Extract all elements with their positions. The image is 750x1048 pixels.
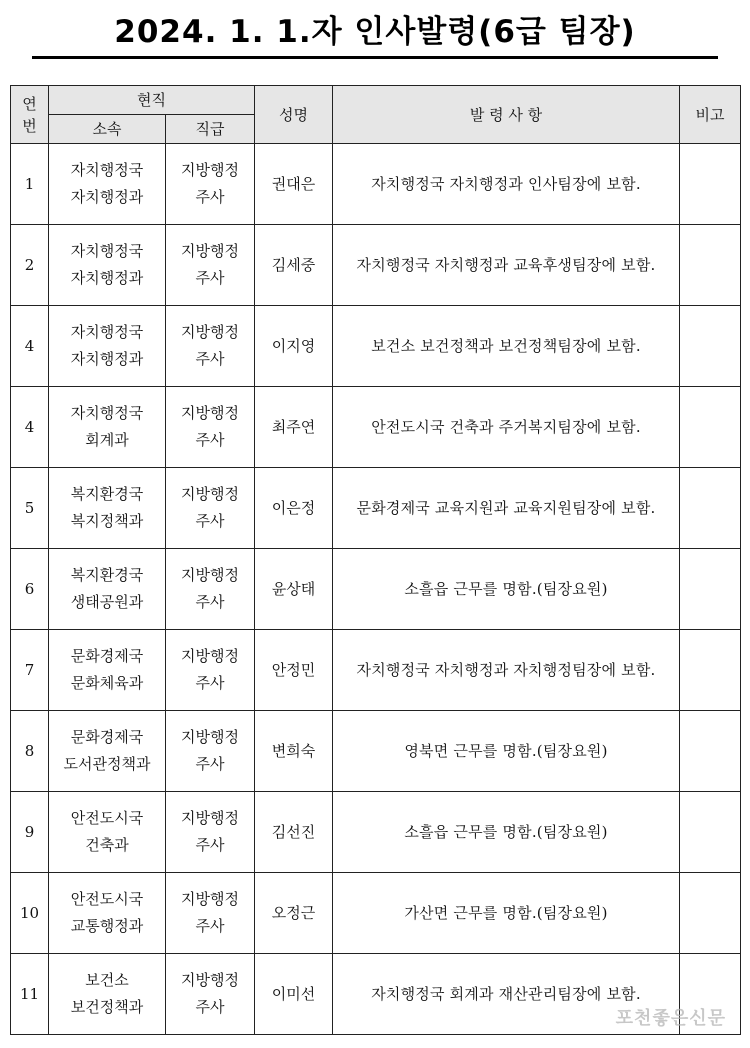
row-rank-series: 지방행정 xyxy=(181,728,239,746)
row-no: 4 xyxy=(11,387,49,468)
row-dept-bureau: 자치행정국 xyxy=(70,404,144,422)
row-rank-grade: 주사 xyxy=(195,998,225,1016)
table-row xyxy=(11,711,741,792)
row-dept-division: 도서관정책과 xyxy=(63,755,151,773)
row-rank-grade: 주사 xyxy=(195,836,225,854)
row-no: 1 xyxy=(11,144,49,225)
header-no-label: 연번 xyxy=(22,94,37,135)
row-no: 10 xyxy=(11,873,49,954)
row-dept-division: 교통행정과 xyxy=(70,917,144,935)
table-row xyxy=(11,306,741,387)
row-dept-division: 문화체육과 xyxy=(70,674,144,692)
row-rank xyxy=(166,711,255,792)
row-rank-grade: 주사 xyxy=(195,350,225,368)
row-order: 가산면 근무를 명함.(팀장요원) xyxy=(333,873,680,954)
row-dept-division: 건축과 xyxy=(85,836,129,854)
row-name: 윤상태 xyxy=(255,549,333,630)
table-row xyxy=(11,792,741,873)
table-row xyxy=(11,387,741,468)
row-dept-bureau: 자치행정국 xyxy=(70,323,144,341)
row-remark xyxy=(680,873,741,954)
row-rank xyxy=(166,225,255,306)
header-name: 성명 xyxy=(255,86,333,144)
watermark: 포천좋은신문 xyxy=(615,1008,726,1029)
row-name: 변희숙 xyxy=(255,711,333,792)
row-dept-bureau: 안전도시국 xyxy=(70,809,144,827)
row-order: 자치행정국 회계과 재산관리팀장에 보함. xyxy=(333,954,680,1035)
row-order: 영북면 근무를 명함.(팀장요원) xyxy=(333,711,680,792)
header-no xyxy=(11,86,49,144)
row-rank-series: 지방행정 xyxy=(181,161,239,179)
row-affiliation xyxy=(49,468,166,549)
row-name: 오정근 xyxy=(255,873,333,954)
row-dept-division: 보건정책과 xyxy=(70,998,144,1016)
row-affiliation xyxy=(49,873,166,954)
row-affiliation xyxy=(49,630,166,711)
row-dept-division: 회계과 xyxy=(85,431,129,449)
header-order: 발 령 사 항 xyxy=(333,86,680,144)
row-rank xyxy=(166,873,255,954)
row-rank xyxy=(166,306,255,387)
row-dept-division: 복지정책과 xyxy=(70,512,144,530)
row-dept-division: 생태공원과 xyxy=(70,593,144,611)
title-underline xyxy=(32,56,718,59)
table-row xyxy=(11,144,741,225)
row-remark xyxy=(680,225,741,306)
header-affiliation: 소속 xyxy=(49,115,166,144)
row-name: 김세중 xyxy=(255,225,333,306)
row-dept-bureau: 안전도시국 xyxy=(70,890,144,908)
row-rank xyxy=(166,792,255,873)
row-affiliation xyxy=(49,144,166,225)
row-affiliation xyxy=(49,711,166,792)
row-no: 6 xyxy=(11,549,49,630)
row-no: 5 xyxy=(11,468,49,549)
row-rank-grade: 주사 xyxy=(195,917,225,935)
row-affiliation xyxy=(49,306,166,387)
row-rank-series: 지방행정 xyxy=(181,890,239,908)
row-rank-grade: 주사 xyxy=(195,188,225,206)
row-no: 4 xyxy=(11,306,49,387)
row-rank-series: 지방행정 xyxy=(181,485,239,503)
row-rank-grade: 주사 xyxy=(195,512,225,530)
table-row xyxy=(11,549,741,630)
row-rank-series: 지방행정 xyxy=(181,566,239,584)
row-rank xyxy=(166,954,255,1035)
row-name: 이지영 xyxy=(255,306,333,387)
row-rank-grade: 주사 xyxy=(195,674,225,692)
row-rank xyxy=(166,387,255,468)
table-row xyxy=(11,468,741,549)
row-rank-series: 지방행정 xyxy=(181,242,239,260)
row-no: 2 xyxy=(11,225,49,306)
row-name: 이미선 xyxy=(255,954,333,1035)
row-remark xyxy=(680,630,741,711)
row-name: 권대은 xyxy=(255,144,333,225)
row-rank-series: 지방행정 xyxy=(181,404,239,422)
row-name: 이은정 xyxy=(255,468,333,549)
row-remark xyxy=(680,144,741,225)
row-affiliation xyxy=(49,954,166,1035)
row-dept-bureau: 자치행정국 xyxy=(70,242,144,260)
row-rank-grade: 주사 xyxy=(195,593,225,611)
row-order: 문화경제국 교육지원과 교육지원팀장에 보함. xyxy=(333,468,680,549)
table-row xyxy=(11,630,741,711)
row-dept-division: 자치행정과 xyxy=(70,188,144,206)
row-remark xyxy=(680,468,741,549)
row-dept-bureau: 복지환경국 xyxy=(70,485,144,503)
row-rank-grade: 주사 xyxy=(195,431,225,449)
row-order: 소흘읍 근무를 명함.(팀장요원) xyxy=(333,549,680,630)
row-order: 보건소 보건정책과 보건정책팀장에 보함. xyxy=(333,306,680,387)
row-remark xyxy=(680,387,741,468)
page-title: 2024. 1. 1.자 인사발령(6급 팀장) xyxy=(114,14,636,50)
row-dept-division: 자치행정과 xyxy=(70,269,144,287)
table-row xyxy=(11,225,741,306)
row-dept-bureau: 복지환경국 xyxy=(70,566,144,584)
personnel-table xyxy=(10,85,741,1035)
row-rank-series: 지방행정 xyxy=(181,647,239,665)
row-affiliation xyxy=(49,792,166,873)
header-current: 현직 xyxy=(49,86,255,115)
row-order: 자치행정국 자치행정과 자치행정팀장에 보함. xyxy=(333,630,680,711)
row-name: 김선진 xyxy=(255,792,333,873)
row-rank xyxy=(166,144,255,225)
table-body xyxy=(11,144,741,1035)
row-rank xyxy=(166,549,255,630)
row-order: 소흘읍 근무를 명함.(팀장요원) xyxy=(333,792,680,873)
row-rank-series: 지방행정 xyxy=(181,323,239,341)
row-rank-series: 지방행정 xyxy=(181,971,239,989)
row-remark xyxy=(680,792,741,873)
row-no: 11 xyxy=(11,954,49,1035)
row-dept-bureau: 문화경제국 xyxy=(70,647,144,665)
row-order: 자치행정국 자치행정과 교육후생팀장에 보함. xyxy=(333,225,680,306)
row-dept-division: 자치행정과 xyxy=(70,350,144,368)
row-affiliation xyxy=(49,225,166,306)
row-affiliation xyxy=(49,387,166,468)
row-order: 자치행정국 자치행정과 인사팀장에 보함. xyxy=(333,144,680,225)
row-remark xyxy=(680,549,741,630)
row-dept-bureau: 보건소 xyxy=(85,971,129,989)
header-remark: 비고 xyxy=(680,86,741,144)
row-name: 최주연 xyxy=(255,387,333,468)
header-rank: 직급 xyxy=(166,115,255,144)
row-no: 8 xyxy=(11,711,49,792)
row-remark xyxy=(680,711,741,792)
row-no: 7 xyxy=(11,630,49,711)
row-rank xyxy=(166,630,255,711)
row-rank-series: 지방행정 xyxy=(181,809,239,827)
row-dept-bureau: 자치행정국 xyxy=(70,161,144,179)
row-rank xyxy=(166,468,255,549)
row-no: 9 xyxy=(11,792,49,873)
row-affiliation xyxy=(49,549,166,630)
row-rank-grade: 주사 xyxy=(195,755,225,773)
row-order: 안전도시국 건축과 주거복지팀장에 보함. xyxy=(333,387,680,468)
row-dept-bureau: 문화경제국 xyxy=(70,728,144,746)
table-row xyxy=(11,873,741,954)
row-name: 안정민 xyxy=(255,630,333,711)
row-rank-grade: 주사 xyxy=(195,269,225,287)
row-remark xyxy=(680,306,741,387)
